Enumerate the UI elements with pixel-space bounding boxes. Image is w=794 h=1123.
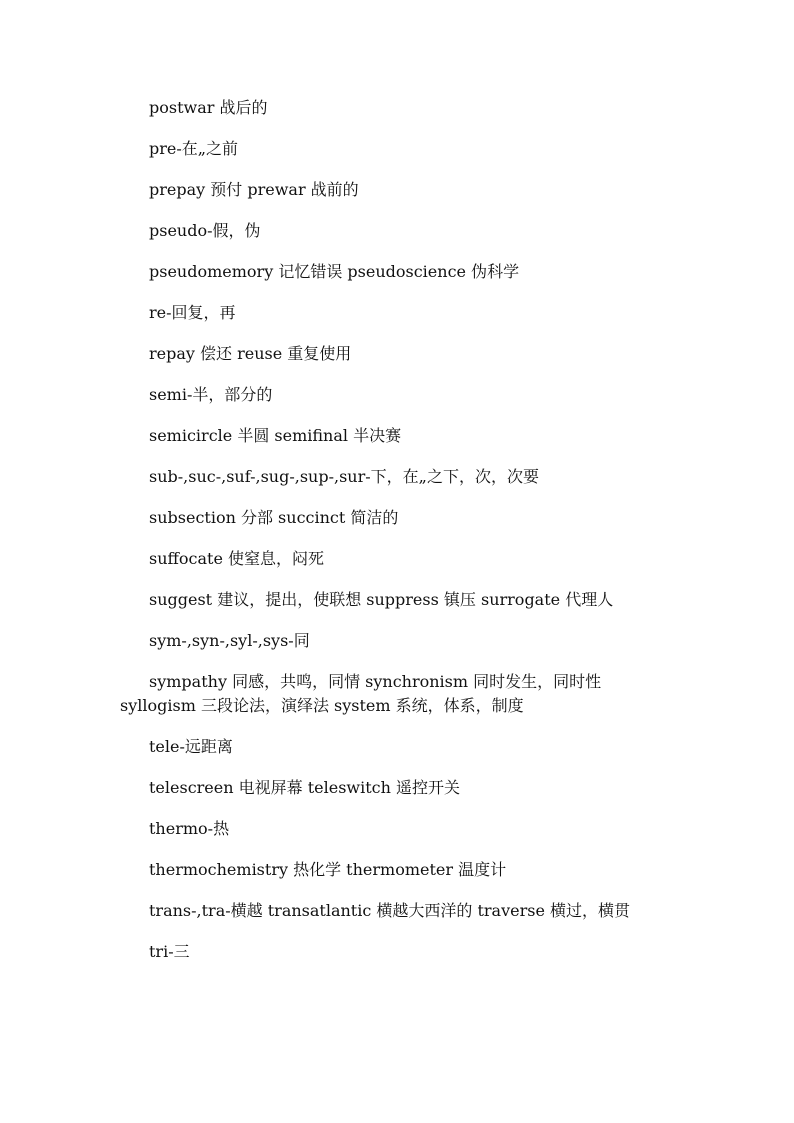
paragraph-postwar: postwar 战后的 (149, 98, 268, 117)
paragraph-prepay: prepay 预付 prewar 战前的 (149, 180, 359, 199)
paragraph-telescreen: telescreen 电视屏幕 teleswitch 遥控开关 (149, 778, 461, 797)
paragraph-sym-prefix: sym-,syn-,syl-,sys-同 (149, 631, 310, 650)
document-body (120, 96, 680, 981)
paragraph-pseudo-prefix: pseudo-假，伪 (149, 221, 261, 240)
paragraph-sub-prefix: sub-,suc-,suf-,sug-,sup-,sur-下，在„之下，次，次要 (149, 467, 539, 486)
paragraph-thermochemistry: thermochemistry 热化学 thermometer 温度计 (149, 860, 507, 879)
paragraph-subsection: subsection 分部 succinct 简洁的 (149, 508, 399, 527)
paragraph-suggest: suggest 建议，提出，使联想 suppress 镇压 surrogate 代理人 (149, 590, 614, 609)
paragraph-suffocate: suffocate 使窒息，闷死 (149, 549, 325, 568)
paragraph-semicircle: semicircle 半圆 semifinal 半决赛 (149, 426, 402, 445)
paragraph-thermo-prefix: thermo-热 (149, 819, 230, 838)
paragraph-tri-prefix: tri-三 (149, 942, 190, 961)
paragraph-pseudomemory: pseudomemory 记忆错误 pseudoscience 伪科学 (149, 262, 520, 281)
paragraph-pre-prefix: pre-在„之前 (149, 139, 239, 158)
paragraph-semi-prefix: semi-半，部分的 (149, 385, 273, 404)
paragraph-tele-prefix: tele-远距离 (149, 737, 233, 756)
paragraph-repay: repay 偿还 reuse 重复使用 (149, 344, 352, 363)
paragraph-re-prefix: re-回复，再 (149, 303, 236, 322)
paragraph-sympathy: sympathy 同感，共鸣，同情 synchronism 同时发生，同时性 syllogism 三段论法，演绎法 system 系统，体系，制度 (120, 672, 602, 715)
paragraph-trans-prefix: trans-,tra-横越 transatlantic 横越大西洋的 traverse 横过，横贯 (149, 901, 631, 920)
